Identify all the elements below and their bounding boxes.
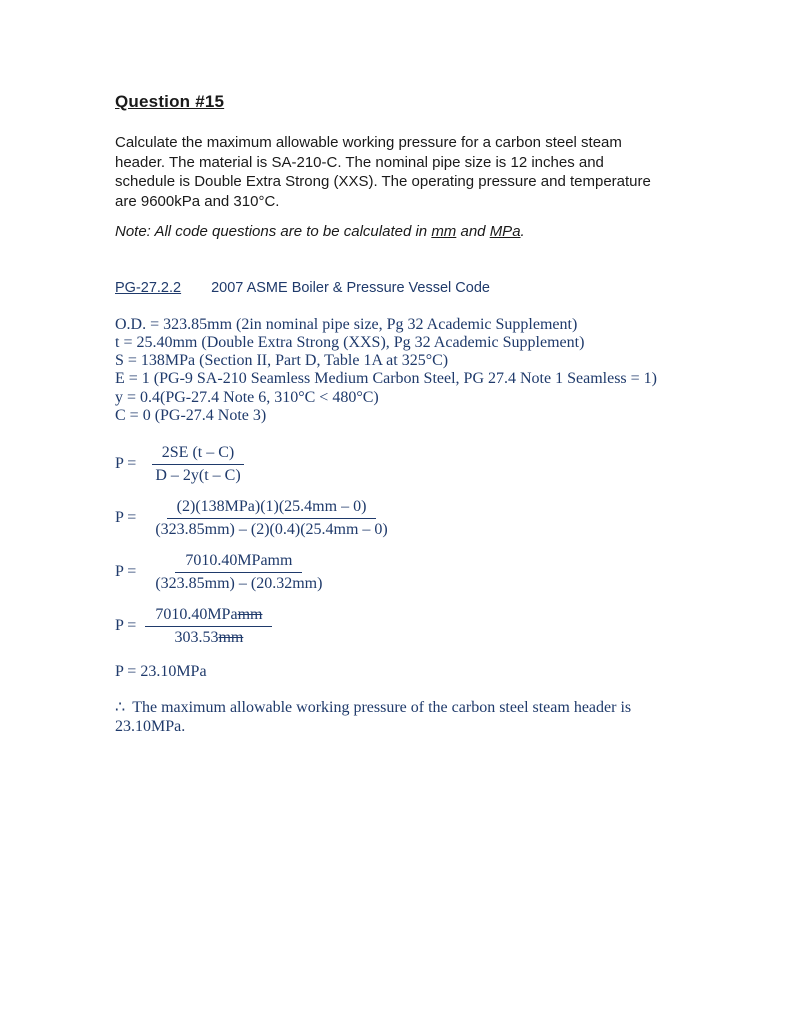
note-unit-mpa: MPa [489, 223, 521, 240]
equation-substitution [115, 497, 681, 539]
note-unit-mm: mm [431, 223, 457, 240]
variables-list [115, 316, 681, 426]
fraction [145, 606, 272, 647]
note-text [115, 222, 681, 242]
code-title: 2007 ASME Boiler & Pressure Vessel Code [211, 279, 490, 296]
equation-units-cancelled [115, 605, 681, 647]
conclusion-text [115, 698, 681, 736]
fraction-numerator: 2SE (t – C) [152, 444, 244, 465]
conclusion-statement: The maximum allowable working pressure of the carbon steel steam header is 23.10MPa. [115, 699, 632, 736]
fraction-numerator: (2)(138MPa)(1)(25.4mm – 0) [167, 498, 377, 519]
variable-s: S = 138MPa (Section II, Part D, Table 1A at 325°C) [115, 352, 449, 370]
question-heading: Question #15 [115, 92, 225, 111]
variable-od: O.D. = 323.85mm (2in nominal pipe size, Pg 32 Academic Supplement) [115, 315, 578, 333]
fraction [145, 444, 250, 485]
denominator-value: 303.53 [174, 628, 219, 646]
equation-lhs: P = [115, 455, 137, 473]
question-text: Calculate the maximum allowable working pressure for a carbon steel steam header. The material is SA-210-C. The nominal pipe size is 12 inches and schedule is Double Extra Strong (XXS). The operating pressure and temperature are 9600kPa and 310°C. [115, 134, 651, 210]
fraction-numerator [145, 606, 272, 627]
note-prefix: Note: All code questions are to be calculated in [115, 223, 432, 240]
fraction-denominator: D – 2y(t – C) [155, 466, 241, 484]
denominator-cancelled-unit: mm [218, 628, 244, 646]
variable-t: t = 25.40mm (Double Extra Strong (XXS), Pg 32 Academic Supplement) [115, 333, 585, 351]
fraction-denominator [164, 627, 253, 647]
equation-lhs: P = [115, 563, 137, 581]
numerator-value: 7010.40MPa [155, 605, 238, 623]
note-suffix: . [520, 223, 525, 240]
code-section-number: PG-27.2.2 [115, 279, 182, 296]
variable-c: C = 0 (PG-27.4 Note 3) [115, 406, 267, 424]
equation-formula [115, 443, 681, 485]
result-line: P = 23.10MPa [115, 663, 207, 681]
variable-e: E = 1 (PG-9 SA-210 Seamless Medium Carbon Steel, PG 27.4 Note 1 Seamless = 1) [115, 370, 657, 388]
equation-lhs: P = [115, 617, 137, 635]
fraction-numerator: 7010.40MPamm [175, 552, 302, 573]
equation-simplified [115, 551, 681, 593]
therefore-symbol: ∴ [115, 699, 126, 717]
variable-y: y = 0.4(PG-27.4 Note 6, 310°C < 480°C) [115, 388, 379, 406]
numerator-cancelled-unit: mm [237, 605, 263, 623]
code-reference-line [115, 279, 681, 297]
fraction-denominator: (323.85mm) – (2)(0.4)(25.4mm – 0) [155, 520, 388, 538]
fraction-denominator: (323.85mm) – (20.32mm) [155, 574, 323, 592]
fraction [145, 498, 397, 539]
note-conjunction: and [456, 223, 490, 240]
equation-lhs: P = [115, 509, 137, 527]
fraction [145, 552, 332, 593]
